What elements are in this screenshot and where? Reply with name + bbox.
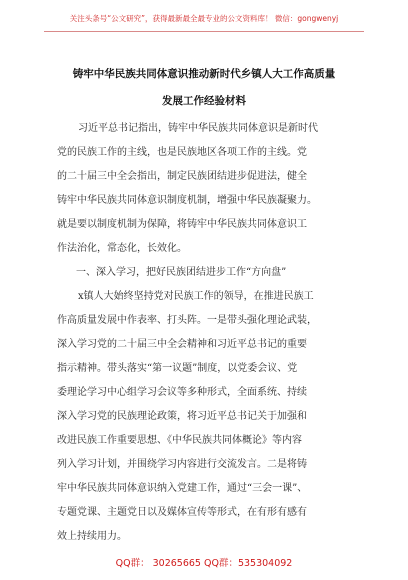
paragraph-line: 指示精神。带头落实“第一议题”制度，以党委会议、党 bbox=[57, 363, 298, 374]
paragraph-line: 委理论学习中心组学习会议等多种形式，全面系统、持续 bbox=[57, 387, 307, 398]
paragraph-line: x镇人大始终坚持党对民族工作的领导，在推进民族工 bbox=[78, 291, 314, 302]
document-title-line-1: 铸牢中华民族共同体意识推动新时代乡镇人大工作高质量 bbox=[72, 68, 336, 80]
paragraph-line: 深入学习党的二十届三中全会精神和习近平总书记的重要 bbox=[57, 339, 307, 350]
paragraph-line: 党的民族工作的主线，也是民族地区各项工作的主线。党 bbox=[57, 147, 307, 158]
paragraph-line: 就是要以制度机制为保障，将铸牢中华民族共同体意识工 bbox=[57, 219, 307, 230]
paragraph-line: 列入学习计划，并围绕学习内容进行交流发言。二是将铸 bbox=[57, 459, 307, 470]
header-divider bbox=[44, 31, 364, 32]
paragraph-line: 作高质量发展中作表率、打头阵。一是带头强化理论武装， bbox=[57, 315, 317, 326]
paragraph-line: 铸牢中华民族共同体意识制度机制，增强中华民族凝聚力。 bbox=[57, 195, 317, 206]
paragraph-line: 专题党课、主题党日以及媒体宣传等形式，在有形有感有 bbox=[57, 507, 307, 518]
paragraph-line: 深入学习党的民族理论政策，将习近平总书记关于加强和 bbox=[57, 411, 307, 422]
paragraph-line: 作法治化，常态化，长效化。 bbox=[57, 243, 187, 254]
footer-contact: QQ群： 30265665 QQ群：535304092 bbox=[115, 558, 293, 569]
header-note: 关注头条号“公文研究”，获得最新最全最专业的公文资料库！ 微信：gongwenyj bbox=[69, 14, 339, 23]
document-title-line-2: 发展工作经验材料 bbox=[162, 95, 246, 107]
paragraph-line: 牢中华民族共同体意识纳入党建工作，通过“三会一课”、 bbox=[57, 483, 308, 494]
section-heading: 一、深入学习，把好民族团结进步工作“方向盘” bbox=[76, 267, 287, 278]
paragraph-line: 的二十届三中全会指出，制定民族团结进步促进法，健全 bbox=[57, 171, 307, 182]
paragraph-line: 习近平总书记指出，铸牢中华民族共同体意识是新时代 bbox=[78, 123, 318, 134]
paragraph-line: 效上持续用力。 bbox=[57, 531, 127, 542]
paragraph-line: 改进民族工作重要思想、《中华民族共同体概论》等内容 bbox=[57, 435, 302, 446]
